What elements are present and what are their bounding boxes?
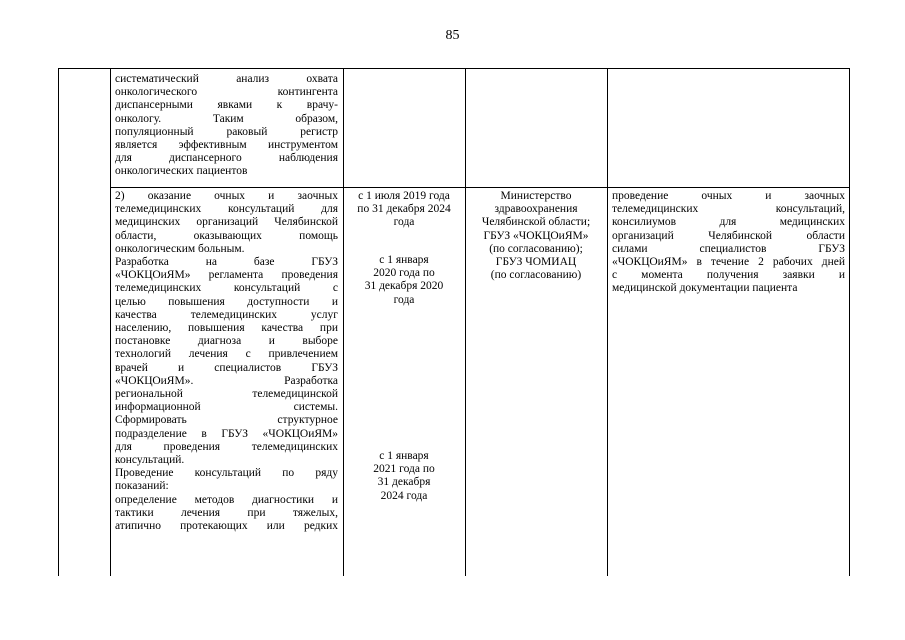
text-line: Министерство (500, 190, 572, 202)
text-line: подразделение в ГБУЗ «ЧОКЦОиЯМ» (115, 427, 338, 440)
text-line: телемедицинских консультаций для (115, 203, 338, 216)
row2-dates-block-3 (346, 450, 462, 503)
text-line: ГБУЗ ЧОМИАЦ (495, 256, 577, 269)
text-line: телемедицинских консультаций, (612, 203, 845, 216)
text-line: Проведение консультаций по ряду (115, 467, 338, 480)
text-line: онкологического контингента (115, 86, 338, 99)
text-line: области, оказывающих помощь (115, 229, 338, 242)
text-line: информационной системы. (115, 401, 338, 414)
text-line: «ЧОКЦОиЯМ» регламента проведения (115, 269, 338, 282)
text-line: атипично протекающих или редких (115, 520, 338, 533)
text-line: организаций Челябинской области (612, 229, 845, 242)
text-line: «ЧОКЦОиЯМ» в течение 2 рабочих дней (612, 256, 845, 269)
text-line: региональной телемедицинской (115, 388, 338, 401)
text-line: 2024 года (380, 489, 428, 502)
text-line: с 1 января (379, 254, 429, 266)
row2-executors (468, 190, 604, 282)
text-line: технологий лечения с привлечением (115, 348, 338, 361)
text-line: онкологическим больным. (115, 242, 245, 255)
text-line: 2021 года по (373, 463, 435, 476)
text-line: консультаций. (115, 454, 185, 467)
text-line: Челябинской области; (481, 216, 591, 229)
page-number: 85 (445, 28, 460, 43)
text-line: (по согласованию); (489, 242, 583, 255)
text-line: постановке диагноза и выборе (115, 335, 338, 348)
row-divider (110, 187, 850, 188)
row1-description (115, 73, 338, 179)
plan-table (58, 68, 850, 576)
row2-expected-result (612, 190, 845, 296)
row2-description (115, 190, 338, 533)
text-line: силами специалистов ГБУЗ (612, 242, 845, 255)
text-line: систематический анализ охвата (115, 73, 338, 85)
text-line: «ЧОКЦОиЯМ». Разработка (115, 374, 338, 387)
column-divider-2 (343, 68, 344, 576)
text-line: с момента получения заявки и (612, 269, 845, 282)
text-line: показаний: (115, 480, 169, 493)
column-divider-1 (110, 68, 111, 576)
text-line: медицинских организаций Челябинской (115, 216, 338, 229)
text-line: по 31 декабря 2024 (357, 203, 451, 216)
text-line: диспансерными явками к врачу- (115, 99, 338, 112)
text-line: 2020 года по (373, 267, 435, 280)
text-line: целью повышения доступности и (115, 295, 338, 308)
table-border-top (58, 68, 850, 69)
text-line: телемедицинских консультаций с (115, 282, 338, 295)
table-border-right (849, 68, 850, 576)
text-line: 2) оказание очных и заочных (115, 190, 338, 202)
text-line: 31 декабря (377, 476, 431, 489)
text-line: Сформировать структурное (115, 414, 338, 427)
text-line: онкологических пациентов (115, 165, 248, 178)
text-line: здравоохранения (494, 203, 578, 216)
row2-dates-block-2 (346, 254, 462, 307)
text-line: медицинской документации пациента (612, 282, 798, 295)
text-line: для проведения телемедицинских (115, 440, 338, 453)
text-line: с 1 июля 2019 года (358, 190, 450, 202)
text-line: населению, повышения качества при (115, 322, 338, 335)
text-line: года (393, 293, 415, 306)
text-line: проведение очных и заочных (612, 190, 845, 202)
row2-dates-block-1 (346, 190, 462, 230)
text-line: онкологу. Таким образом, (115, 112, 338, 125)
text-line: является эффективным инструментом (115, 139, 338, 152)
text-line: с 1 января (379, 450, 429, 462)
text-line: года (393, 216, 415, 229)
text-line: 31 декабря 2020 (364, 280, 444, 293)
text-line: тактики лечения при тяжелых, (115, 506, 338, 519)
text-line: Разработка на базе ГБУЗ (115, 256, 338, 269)
column-divider-4 (607, 68, 608, 576)
column-divider-3 (465, 68, 466, 576)
text-line: для диспансерного наблюдения (115, 152, 338, 165)
text-line: консилиумов для медицинских (612, 216, 845, 229)
text-line: популяционный раковый регистр (115, 125, 338, 138)
text-line: ГБУЗ «ЧОКЦОиЯМ» (483, 229, 589, 242)
text-line: качества телемедицинских услуг (115, 308, 338, 321)
text-line: (по согласованию) (490, 269, 582, 282)
text-line: определение методов диагностики и (115, 493, 338, 506)
table-border-left (58, 68, 59, 576)
text-line: врачей и специалистов ГБУЗ (115, 361, 338, 374)
